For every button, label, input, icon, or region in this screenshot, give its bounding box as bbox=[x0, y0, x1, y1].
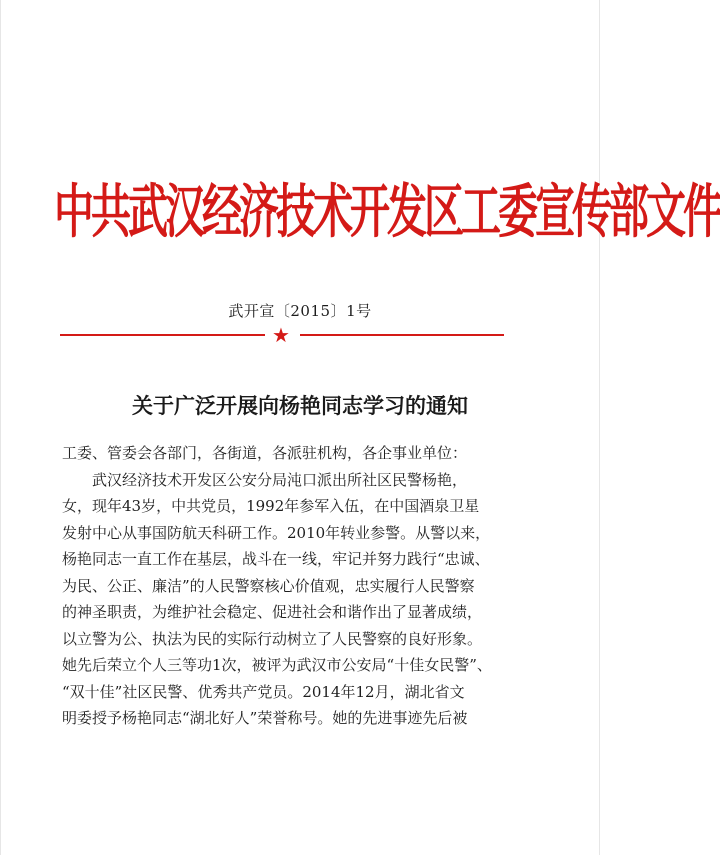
notice-body bbox=[62, 440, 552, 732]
body-line: 女，现年43岁，中共党员，1992年参军入伍，在中国酒泉卫星 bbox=[62, 497, 480, 515]
notice-title: 关于广泛开展向杨艳同志学习的通知 bbox=[132, 393, 468, 418]
body-line: 工委、管委会各部门，各街道，各派驻机构，各企事业单位： bbox=[62, 444, 468, 462]
body-line: “双十佳”社区民警、优秀共产党员。2014年12月，湖北省文 bbox=[62, 682, 465, 701]
body-line: 发射中心从事国防航天科研工作。2010年转业参警。从警以来， bbox=[62, 523, 491, 542]
body-line: 她先后荣立个人三等功1次，被评为武汉市公安局“十佳女民警”、 bbox=[62, 656, 492, 674]
body-line: 的神圣职责，为维护社会稳定、促进社会和谐作出了显著成绩， bbox=[62, 603, 483, 621]
red-rule-left bbox=[60, 334, 265, 336]
body-line: 为民、公正、廉洁”的人民警察核心价值观，忠实履行人民警察 bbox=[62, 576, 475, 595]
body-line: 以立警为公、执法为民的实际行动树立了人民警察的良好形象。 bbox=[62, 629, 483, 648]
body-line: 杨艳同志一直工作在基层，战斗在一线，牢记并努力践行“忠诚、 bbox=[62, 550, 490, 568]
body-line: 明委授予杨艳同志“湖北好人”荣誉称号。她的先进事迹先后被 bbox=[62, 709, 468, 727]
document-number: 武开宣〔2015〕1号 bbox=[228, 302, 372, 320]
document-header-title: 中共武汉经济技术开发区工委宣传部文件 bbox=[54, 177, 720, 246]
red-star-icon: ★ bbox=[272, 323, 290, 347]
red-rule-right bbox=[300, 334, 504, 336]
body-line: 武汉经济技术开发区公安分局沌口派出所社区民警杨艳， bbox=[62, 470, 468, 489]
